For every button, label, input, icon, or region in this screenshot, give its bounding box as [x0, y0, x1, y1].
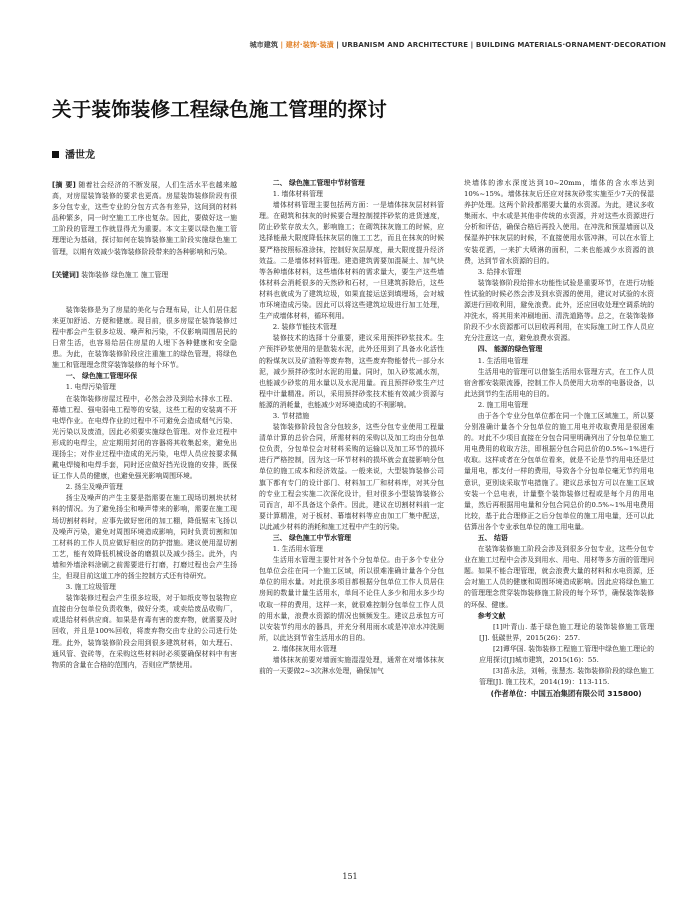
header-part1: 城市建筑: [249, 41, 278, 49]
header-separator: |: [336, 41, 340, 49]
references-heading: 参考文献: [477, 611, 506, 620]
paragraph-welding: 在装饰装修房屋过程中，必然会涉及到给水排水工程、幕墙工程、强电弱电工程等的安装，这些工程的安装离不开电焊作业。在电焊作业的过程中不可避免会造成烟气污染、光污染以及废渣，因此必须要实施绿色管理。对作业过程中形成的电焊尘，应定期用封闭的容器将其收集起来，避免出现扬尘；对作业过程中造成的光污染，电焊人员应按要求佩戴电焊镜和电焊手套，同时还应做好挡光设施的安排，既保证工作人员的健康，也避免强光影响周围环境。: [52, 394, 237, 481]
page-number: 151: [342, 872, 358, 881]
intro-paragraph: 装饰装修是为了房屋的美化与合理布局，让人们居住起来更加舒适、方便和健康。现目前，很多房屋在装饰装修过程中都会产生很多垃圾、噪声和污染，不仅影响周围居民的日常生活，也容易给居住房屋的人埋下各种健康和安全隐患。为此，在装饰装修阶段应注重施工的绿色管理，将绿色施工和管理理念贯穿装饰装修的每个环节。: [52, 305, 237, 370]
header-part4: BUILDING MATERIALS·ORNAMENT·DECORATION: [475, 41, 666, 49]
subsection-heading-1-2: 2. 扬尘及噪声管理: [65, 483, 123, 492]
paragraph-drainage: 装饰装修阶段给排水功能性试验是重要环节，在进行功能性试验的时候必然会涉及到水资源的使用，建议对试验的水资源进行回收利用，避免浪费。此外，还应回收处理空调系统的冲洗水，将其用来冲刷地面、清洗道路等。总之，在装饰装修阶段不少水资源都可以回收再利用，在实际施工时工作人员应充分注意这一点，避免浪费水资源。: [464, 278, 654, 343]
paragraph-material-saving: 装饰装修阶段包含分包较多，这些分包专业使用工程量清单计算的总价合同，所需材料的采购以及加工均由分包单位负责，分包单位会对材料采购的运输以及加工环节的损坏进行严格控制，因为这一环节材料的损坏就会直接影响分包单位的施工成本和经济效益。一般来说，大型装饰装修公司旗下都有专门的设计部门、材料加工厂和材料库，对其分包的专业工程会实施二次深化设计，但对很多小型装饰装修公司而言，却不具备这个条件。因此，建议在切割材料前一定要计算精准，对于板材、幕墙材料等应由加工厂集中配送，以此减少材料的消耗和施工过程中产生的污染。: [259, 423, 444, 531]
subsection-heading-3-1: 1. 生活用水管理: [272, 545, 323, 554]
header-separator: |: [280, 41, 284, 49]
column-3: [464, 178, 654, 699]
keywords-text: 装饰装修 绿色施工 施工管理: [81, 270, 169, 279]
paragraph-plaster-water: 墙体抹灰前要对墙面实施湿湿处理，通常在对墙体抹灰前的一天要做2~3次淋水处理，确保加气: [259, 656, 444, 676]
abstract: [52, 180, 237, 258]
author-line: [52, 146, 95, 161]
author-name: 潘世龙: [65, 150, 95, 161]
subsection-heading-1-1: 1. 电焊污染管理: [65, 383, 116, 392]
header-part3: URBANISM AND ARCHITECTURE: [341, 41, 469, 49]
square-bullet-icon: [52, 151, 59, 158]
column-1: [52, 180, 237, 671]
running-header: [250, 40, 666, 50]
reference-item: [1]叶青山. 基于绿色施工理论的装饰装修施工管理[J]. 低碳世界，2015(26)：257.: [479, 622, 654, 642]
subsection-heading-4-1: 1. 生活用电管理: [477, 356, 528, 365]
section-heading-5: 五、 结语: [477, 534, 508, 542]
article-title: 关于装饰装修工程绿色施工管理的探讨: [52, 98, 387, 121]
abstract-label: [摘 要]: [52, 181, 76, 189]
subsection-heading-1-3: 3. 施工垃圾管理: [65, 583, 116, 592]
section-heading-1: 一、 绿色施工管理环保: [65, 372, 138, 381]
subsection-heading-2-2: 2. 装修节能技术管理: [272, 323, 337, 332]
paragraph-domestic-power: 生活用电的管理可以借鉴生活用水管理方式，在工作人员宿舍都安装限流器，控制工作人员使用大功率的电器设备，以此达到节约生活用电的目的。: [464, 367, 654, 398]
header-separator: |: [470, 41, 474, 49]
section-heading-4: 四、 能源的绿色管理: [477, 345, 543, 354]
section-heading-2: 二、 绿色施工管理中节材管理: [272, 179, 365, 187]
paragraph-domestic-water: 生活用水管理主要针对各个分包单位。由于多个专业分包单位会往在同一个施工区域，所以很难准确计量各个分包单位的用水量。对此很多项目都根据分包单位工作人员居住房间的数量计量生活用水，单间不论住人多少和用水多少均收取一样的费用，这样一来，就很难控制分包单位工作人员的用水量，浪费水资源的情况也频频发生。建议总承包方可以安装节约用水的器具，并充分利用雨水或是冲凉水冲洗厕所，以此达到节省生活用水的目的。: [259, 556, 444, 642]
reference-item: [3]苗永法，刘畅，张慧杰. 装饰装修阶段的绿色施工管理[J]. 施工技术，2014(19)：113-115.: [479, 667, 654, 687]
reference-item: [2]谭华国. 装饰装修工程施工管理中绿色施工理论的应用探讨[J]城市建筑，2015(16)：55.: [479, 644, 654, 665]
section-heading-3: 三、 绿色施工中节水管理: [272, 534, 351, 542]
author-affiliation: (作者单位：中国五冶集团有限公司 315800): [490, 689, 642, 699]
paragraph-waste: 装饰装修过程会产生很多垃圾，对于如纸皮等包装物应直接由分包单位负责收集，做好分类，或卖给废品收购厂，或退给材料供应商。如果是有毒有害的废弃物，就需要及时回收，并且是100%回收，将废弃物交由专业的公司进行处理。此外，装饰装修阶段会用到很多建筑材料，如大理石、通风管、瓷砖等，在采购这些材料时必须要确保材料中有害物质的含量在合格的范围内，否则应严禁使用。: [52, 594, 237, 669]
abstract-text: 随着社会经济的不断发展，人们生活水平也越来越高，对房屋装饰装修的要求也更高。房屋装饰装修阶段有很多分包专业，这些专业的分包方式各有差异，这间到的材料品种繁多，同一时空施工工序也复杂。因此，要做好这一施工阶段的管理工作就显得尤为重要。本文主要以绿色施工管理理论为基础，探讨如何在装饰装修施工阶段实施绿色施工管理，以期有效减少装饰装修阶段带来的各种影响和污染。: [52, 181, 237, 256]
paragraph-construction-power: 由于各个专业分包单位都在同一个施工区域施工，所以要分别准确计量各个分包单位的施工用电并收取费用是很困难的。对此不少项目直接在分包合同里明确列出了分包单位施工用电费用的收取方法，即根据分包合同总价的0.5%~1%进行收取。这样或者在分包单位看来，就是不论是节约用电还是过量用电，都支付一样的费用，导致各个分包单位毫无节约用电意识，更别谈采取节电措施了。建议总承包方可以在施工区域安装一个总电表，计量整个装饰装修过程或是每个月的用电量，然后再根据用电量和分包合同总价的0.5%~1%用电费用比较，基于此合理修正之后分包单位的施工用电量，还可以此估算出各个专业承包单位的施工用电量。: [464, 411, 654, 531]
paragraph-energy-tech: 装修技术的选择十分重要，建议采用预拌砂浆技术。生产预拌砂浆使用的是散装水泥，此外还用到了具备水化活性的粉煤灰以及矿渣粉等废弃物，这些废弃物能替代一部分水泥，减少预拌砂浆时水泥的用量。同时，加入砂浆减水剂，也能减少砂浆的用水量以及水泥用量。而且预拌砂浆生产过程中计量精准。所以，采用预拌砂浆技术能有效减少资源与能源的消耗量，也能减少对环境造成的不利影响。: [259, 334, 444, 409]
column-2: [259, 178, 444, 677]
keywords: [52, 270, 237, 281]
paragraph-plaster-water-cont: 块墙体的渗水深度达到10~20mm，墙体的含水率达到10%~15%。墙体抹灰后还应对抹灰砂浆实施至少7天的保湿养护处理。这两个阶段都需要大量的水资源。为此，建议多收集雨水、中水或是其他非传统的水资源，并对这些水资源进行分析和评估，确保合格后再投入使用。在冲洗和预湿墙面以及保湿养护抹灰层的时候，不直接使用水管冲淋，可以在水管上安装花洒，一来扩大喷淋的面积，二来也能减少水资源的浪费，达到节省水资源的目的。: [464, 179, 654, 265]
paragraph-conclusion: 在装饰装修施工阶段会涉及到很多分包专业，这些分包专业在施工过程中会涉及到用水、用电、用材等多方面的管理问题。如果不能合理管理，就会浪费大量的材料和水电资源，还会对施工人员的健康和周围环境造成影响。因此应将绿色施工的管理理念贯穿装饰装修施工阶段的每个环节，确保装饰装修的环保、健康。: [464, 545, 654, 609]
subsection-heading-2-3: 3. 节材措施: [272, 411, 310, 420]
subsection-heading-3-3: 3. 给排水管理: [477, 267, 522, 276]
subsection-heading-2-1: 1. 墙体材料管理: [272, 190, 323, 199]
subsection-heading-4-2: 2. 施工用电管理: [477, 400, 528, 409]
subsection-heading-3-2: 2. 墙体抹灰用水管理: [272, 644, 337, 653]
keywords-label: [关键词]: [52, 270, 79, 279]
paragraph-wall-materials: 墙体材料管理主要包括两方面：一是墙体抹灰层材料管理。在砌筑和抹灰的时候要合理控制搅拌砂浆的进货速度，防止砂浆存放太久，影响施工；在砌筑抹灰施工的时候，应选择能最大限度降低抹灰层的施工工艺，而且在抹灰的时候要严格按照标准涂抹，控制好灰层厚度，最大限度提升经济效益。二是墙体材料管理。建造建筑需要加混凝土、加气块等各种墙体材料，这些墙体材料的需求量大，要生产这些墙体材料会消耗很多的天然砂和石材，一旦建筑拆除后，这些材料也就成为了建筑垃圾，如果直接运送到填埋场，会对城市环境造成污染。因此可以将这些建筑垃圾进行加工处理，生产成墙体材料，循环利用。: [259, 201, 444, 321]
paragraph-dust-noise: 扬尘及噪声的产生主要是指需要在施工现场切割块状材料的情况。为了避免扬尘和噪声带来的影响，需要在施工现场切割材料时，应事先做好密闭的加工棚，降低锯末飞扬以及噪声污染，避免对周围环境造成影响，同时负责切割和加工材料的工作人员应做好相应的防护措施。建议使用湿切割工艺，能有效降低机械设备的磨损以及减少扬尘。此外，内墙和外墙涂料涂刷之前需要进行打磨，打磨过程也会产生扬尘，但现目前这道工序的扬尘控制方式还有待研究。: [52, 494, 237, 580]
header-part2: 建材·装饰·装潢: [285, 41, 334, 49]
